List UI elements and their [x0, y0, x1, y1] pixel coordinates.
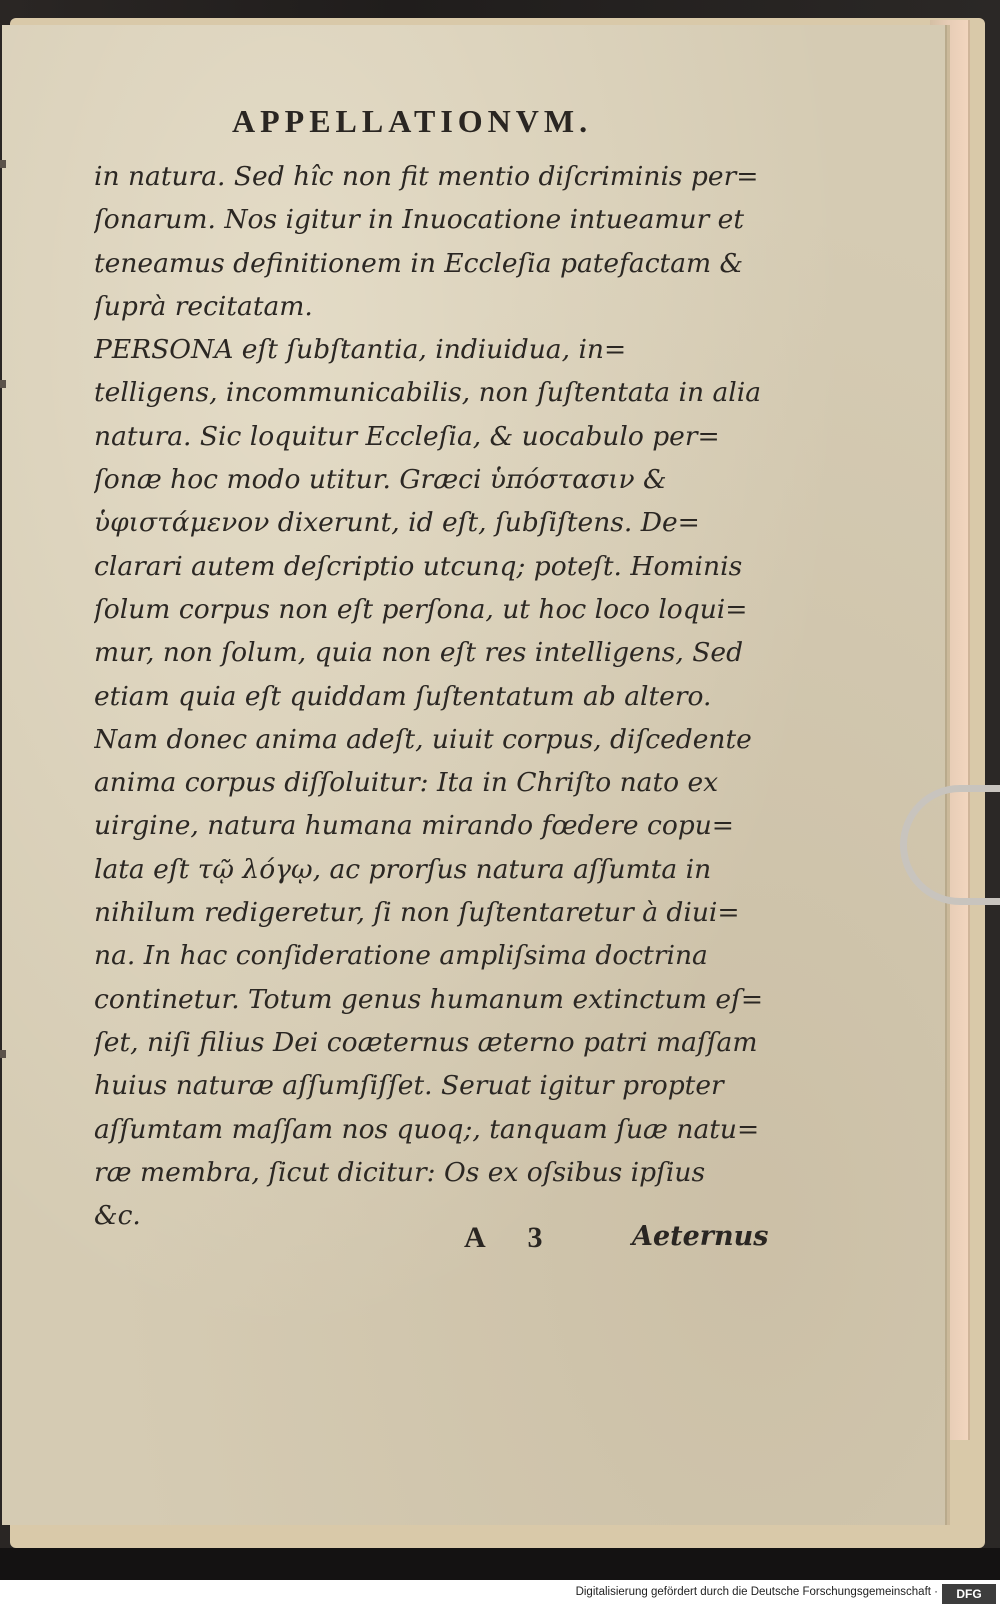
text-line: Nam donec anima adeſt, uiuit corpus, diſcedente [94, 723, 752, 755]
margin-notch [0, 160, 6, 168]
margin-notch [0, 1050, 6, 1058]
text-line: ſonæ hoc modo utitur. Græci ὑπόστασιν & [94, 464, 667, 496]
scan-footer-band [0, 1548, 1000, 1580]
text-line: ſet, niſi filius Dei coæternus æterno patri maſſam [94, 1026, 758, 1058]
text-line: huius naturæ aſſumſiſſet. Seruat igitur propter [94, 1070, 724, 1102]
running-head: APPELLATIONVM. [232, 103, 593, 139]
text-line: telligens, incommunicabilis, non ſuſtentata in alia [94, 377, 762, 409]
text-line: nihilum redigeretur, ſi non ſuſtentaretur à diui= [94, 897, 740, 929]
dfg-logo: DFG [942, 1584, 996, 1604]
text-line: mur, non ſolum, quia non eſt res intelligens, Sed [94, 637, 744, 669]
text-line: ræ membra, ſicut dicitur: Os ex oſsibus ipſius [94, 1156, 706, 1188]
text-line: PERSONA eſt ſubſtantia, indiuidua, in= [94, 334, 627, 366]
catchword: Aeternus [632, 1221, 769, 1252]
text-line: ſuprà recitatam. [94, 290, 313, 322]
book-page [2, 25, 945, 1525]
text-line: natura. Sic loquitur Eccleſia, & uocabulo per= [94, 420, 720, 452]
text-line: aſſumtam maſſam nos quoq;, tanquam ſuæ natu= [94, 1113, 760, 1145]
text-line: uirgine, natura humana mirando fœdere copu= [94, 810, 735, 842]
text-line: ſolum corpus non eſt perſona, ut hoc loco loqui= [94, 593, 748, 625]
digitization-credit: Digitalisierung gefördert durch die Deutsche Forschungsgemeinschaft · [575, 1586, 938, 1598]
text-line: etiam quia eſt quiddam ſuſtentatum ab altero. [94, 680, 712, 712]
text-line: in natura. Sed hîc non fit mentio diſcriminis per= [94, 161, 759, 192]
body-text [94, 155, 784, 1237]
text-line: anima corpus diſſoluitur: Ita in Chriſto nato ex [94, 767, 719, 799]
text-line: &c. [94, 1200, 141, 1232]
signature-mark: A 3 [464, 1221, 561, 1254]
margin-notch [0, 380, 6, 388]
text-line: ſonarum. Nos igitur in Inuocatione intueamur et [94, 204, 745, 236]
text-line: na. In hac conſideratione ampliſsima doctrina [94, 940, 708, 972]
text-line: continetur. Totum genus humanum extinctum eſ= [94, 983, 764, 1015]
text-line: clarari autem deſcriptio utcunq; poteſt. Hominis [94, 550, 743, 582]
text-line: teneamus definitionem in Eccleſia patefactam & [94, 247, 744, 279]
text-line: ὑφιστάμενον dixerunt, id eſt, ſubſiſtens. De= [94, 507, 700, 539]
text-line: lata eſt τῷ λόγῳ, ac prorſus natura aſſumta in [94, 853, 712, 885]
